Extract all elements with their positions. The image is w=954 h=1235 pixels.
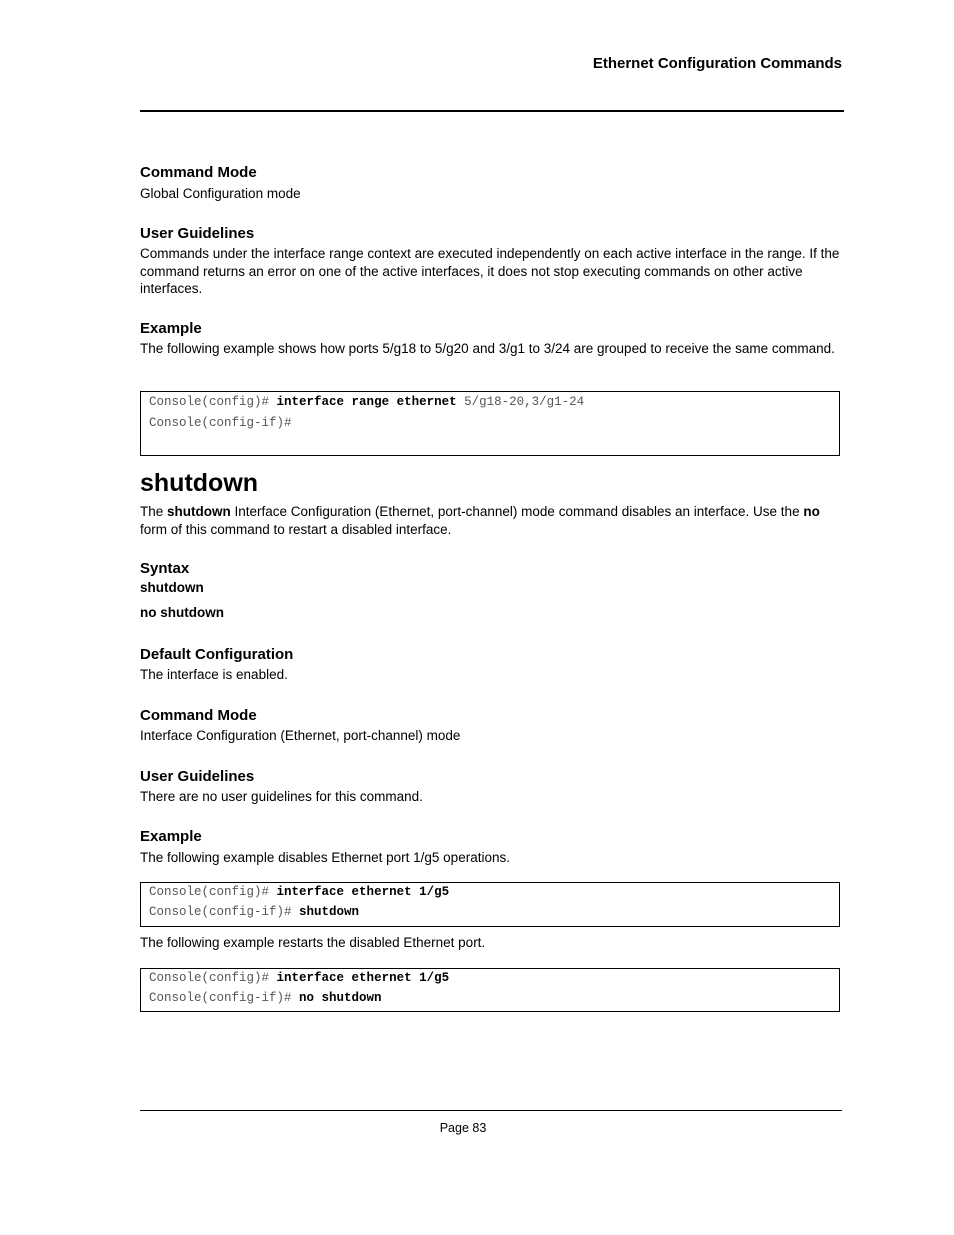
code-prompt: Console(config-if)# <box>149 991 292 1005</box>
default-configuration-heading: Default Configuration <box>140 646 294 663</box>
code-command: interface ethernet 1/g5 <box>276 971 450 985</box>
default-configuration-text: The interface is enabled. <box>140 667 288 682</box>
user-guidelines-text: Commands under the interface range context are executed independently on each active interface in the range. If the command returns an error on one of the active interfaces, it does not stop executing commands on other active interfaces. <box>140 246 840 297</box>
command-mode-text: Interface Configuration (Ethernet, port-channel) mode <box>140 728 461 743</box>
command-mode-heading: Command Mode <box>140 164 257 181</box>
code-line <box>149 991 382 1005</box>
code-prompt: Console(config)# <box>149 885 270 899</box>
footer-rule <box>140 1110 842 1111</box>
code-line <box>149 395 584 409</box>
syntax-line: no shutdown <box>140 605 224 620</box>
code-block-no-shutdown <box>140 968 840 1012</box>
example-heading: Example <box>140 320 202 337</box>
code-block-shutdown <box>140 882 840 927</box>
code-prompt: Console(config)# <box>149 395 270 409</box>
code-line <box>149 905 359 919</box>
example-text: The following example shows how ports 5/g18 to 5/g20 and 3/g1 to 3/24 are grouped to receive the same command. <box>140 341 835 356</box>
code-prompt: Console(config)# <box>149 971 270 985</box>
code-block-range <box>140 391 840 456</box>
header-rule <box>140 110 844 112</box>
user-guidelines-heading: User Guidelines <box>140 225 255 242</box>
description-text: The <box>140 504 168 519</box>
section-title: shutdown <box>140 469 259 497</box>
description-text: form of this command to restart a disabled interface. <box>140 521 452 537</box>
command-mode-heading: Command Mode <box>140 707 257 724</box>
code-command: no shutdown <box>299 991 382 1005</box>
description-keyword: shutdown <box>167 504 231 519</box>
code-line <box>149 885 449 899</box>
code-command: interface range ethernet <box>276 395 457 409</box>
user-guidelines-text: There are no user guidelines for this command. <box>140 789 423 804</box>
code-command: interface ethernet 1/g5 <box>276 885 450 899</box>
syntax-line: shutdown <box>140 580 204 595</box>
running-header: Ethernet Configuration Commands <box>592 55 842 72</box>
code-prompt: Console(config-if)# <box>149 416 292 430</box>
command-mode-text: Global Configuration mode <box>140 186 301 201</box>
code-argument: 5/g18-20,3/g1-24 <box>464 395 585 409</box>
code-command: shutdown <box>299 905 360 919</box>
code-line <box>149 416 292 430</box>
description-text: Interface Configuration (Ethernet, port-channel) mode command disables an interface. Use the <box>230 504 804 519</box>
example-heading: Example <box>140 828 202 845</box>
example-text: The following example disables Ethernet port 1/g5 operations. <box>140 850 510 865</box>
shutdown-description <box>140 503 840 538</box>
user-guidelines-heading: User Guidelines <box>140 768 255 785</box>
example-text: The following example restarts the disabled Ethernet port. <box>140 935 486 950</box>
page-number: Page 83 <box>439 1121 487 1135</box>
description-keyword: no <box>803 504 820 519</box>
code-prompt: Console(config-if)# <box>149 905 292 919</box>
syntax-heading: Syntax <box>140 560 190 577</box>
code-line <box>149 971 449 985</box>
